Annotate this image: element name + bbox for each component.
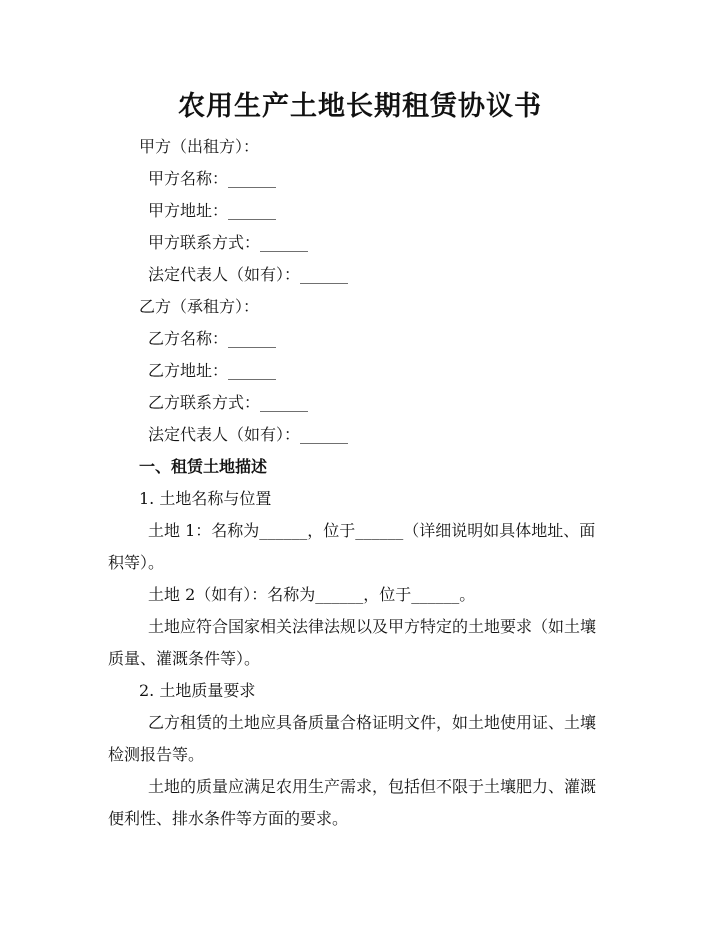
paragraph-line: 土地的质量应满足农用生产需求，包括但不限于土壤肥力、灌溉 [148,777,597,796]
party-a-representative: 法定代表人（如有）：______ [148,265,349,284]
party-b-address: 乙方地址：______ [148,361,277,380]
party-b-heading: 乙方（承租方）： [139,297,260,316]
paragraph-line: 积等）。 [108,553,165,572]
paragraph-line: 检测报告等。 [108,745,205,764]
paragraph-line: 土地应符合国家相关法律法规以及甲方特定的土地要求（如土壤 [148,617,597,636]
subsection-heading: 2. 土地质量要求 [139,681,256,700]
paragraph-line: 土地 1：名称为______，位于______（详细说明如具体地址、面 [148,521,596,540]
party-a-contact: 甲方联系方式：______ [148,233,309,252]
subsection-heading: 1. 土地名称与位置 [139,489,272,508]
party-b-contact: 乙方联系方式：______ [148,393,309,412]
party-a-address: 甲方地址：______ [148,201,277,220]
party-a-heading: 甲方（出租方）： [139,137,260,156]
party-b-representative: 法定代表人（如有）：______ [148,425,349,444]
paragraph-line: 质量、灌溉条件等）。 [108,649,261,668]
section-heading: 一、租赁土地描述 [139,457,268,476]
paragraph-line: 便利性、排水条件等方面的要求。 [108,809,349,828]
paragraph-line: 土地 2（如有）：名称为______，位于______。 [148,585,476,604]
party-b-name: 乙方名称：______ [148,329,277,348]
document-title: 农用生产土地长期租赁协议书 [178,91,542,122]
party-a-name: 甲方名称：______ [148,169,277,188]
paragraph-line: 乙方租赁的土地应具备质量合格证明文件，如土地使用证、土壤 [148,713,597,732]
